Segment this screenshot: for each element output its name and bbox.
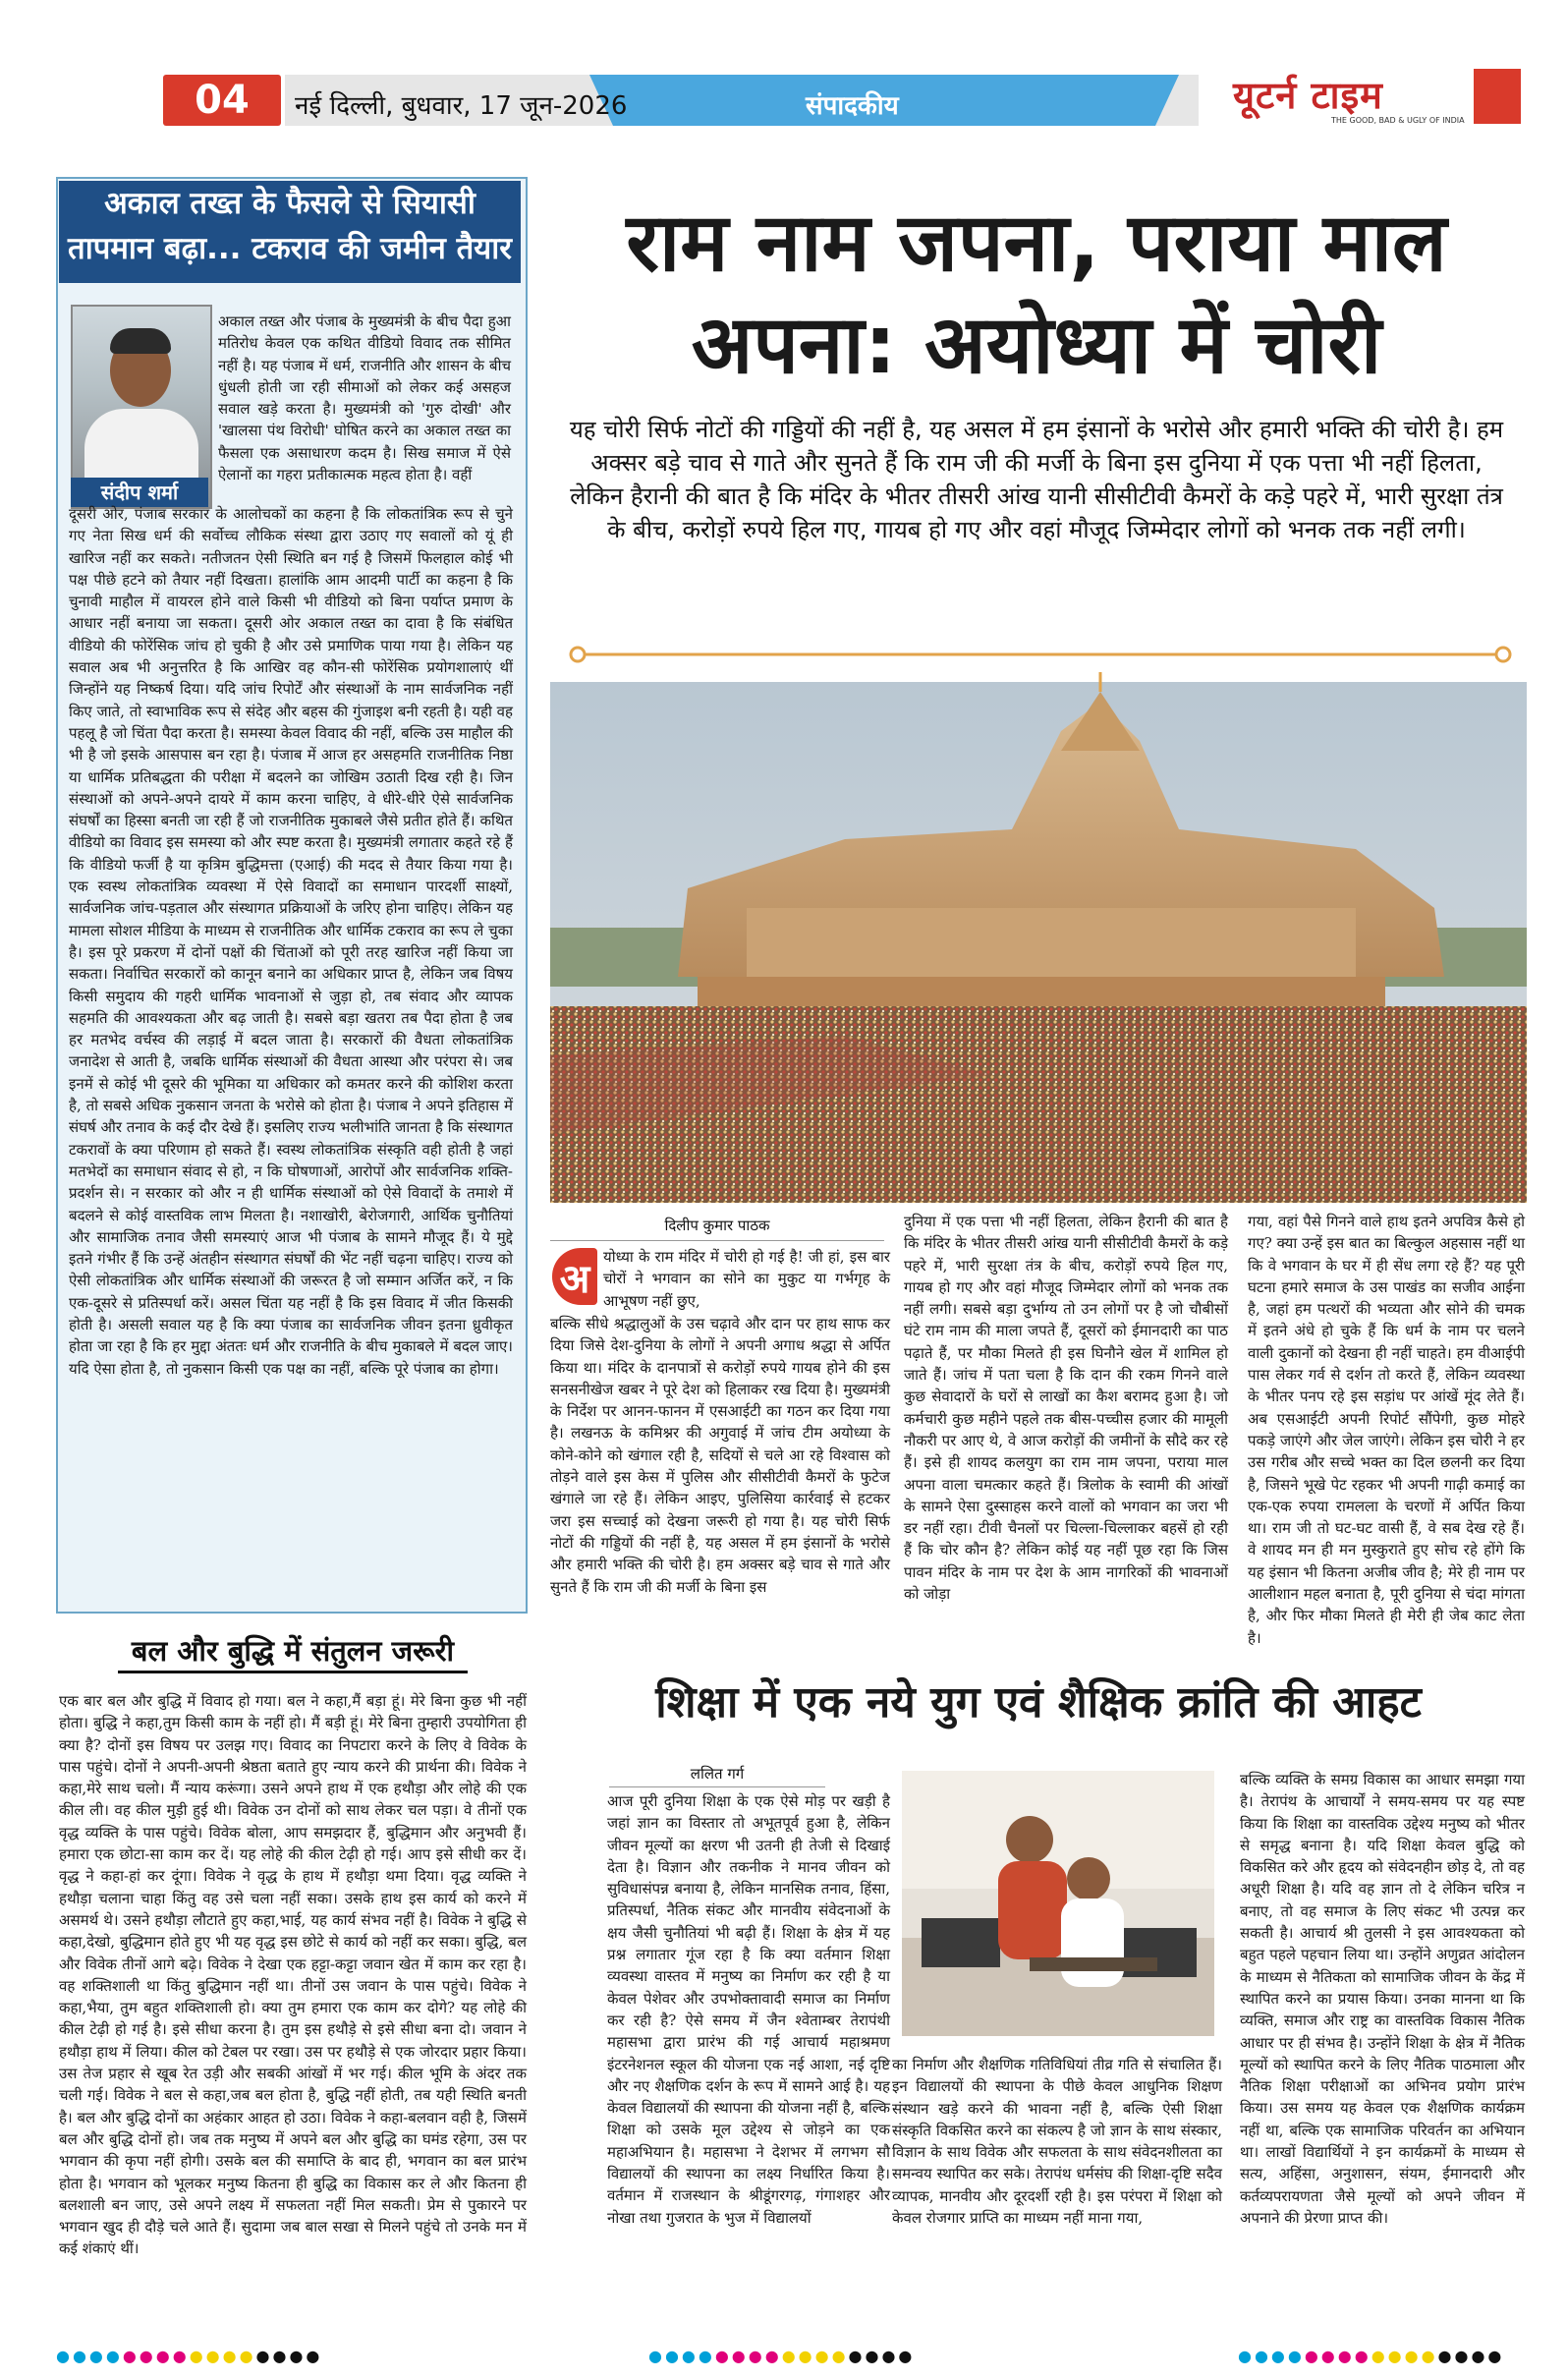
brand-name: यूटर्न टाइम <box>1233 74 1383 117</box>
sidebar-author: संदीप शर्मा <box>71 478 208 507</box>
brand-tagline: THE GOOD, BAD & UGLY OF INDIA <box>1331 116 1465 125</box>
ayodhya-col1: बल्कि सीधे श्रद्धालुओं के उस चढ़ावे और दान पर हाथ साफ कर दिया जिसे देश-दुनिया के लोगों ने अपनी अगाध श्रद्धा से अर्पित किया था। मंदिर के दानपात्रों से करोड़ों रुपये गायब होने की इस सनसनीखेज खबर ने पूरे देश को हिलाकर रख दिया है। मुख्यमंत्री के निर्देश पर आनन-फानन में एसआईटी का गठन कर दिया गया है। लखनऊ के कमिश्नर की अगुवाई में जांच टीम अयोध्या के कोने-कोने को खंगाल रही है, सदियों से चले आ रहे विश्वास को तोड़ने वाले इस केस में पुलिस और सीसीटीवी कैमरों के फुटेज खंगाले जा रहे हैं। लेकिन आइए, पुलिसिया कार्रवाई से हटकर जरा इस सच्चाई को देखना जरूरी हो गया है। यह चोरी सिर्फ नोटों की गड्डियों की नहीं है, यह असल में हम इंसानों के भरोसे और हमारी भक्ति की चोरी है। हम अक्सर बड़े चाव से गाते और सुनते हैं कि राम जी की मर्जी के बिना इस <box>550 1315 890 1596</box>
header-corner-bar <box>1474 69 1521 124</box>
section-label: संपादकीय <box>806 91 899 121</box>
registration-dots-left: ●●●●●●●●●●●●●●●● <box>56 2347 323 2365</box>
balance-body: एक बार बल और बुद्धि में विवाद हो गया। बल ने कहा,मैं बड़ा हूं। मेरे बिना कुछ भी नहीं होता। बुद्धि ने कहा,तुम किसी काम के नहीं हो। मैं बड़ी हूं। मेरे बिना तुम्हारी उपयोगिता ही क्या है? दोनों इस विषय पर उलझ गए। विवाद का निपटारा करने के लिए वे विवेक के पास पहुंचे। दोनों ने अपनी-अपनी श्रेष्ठता बताते हुए न्याय करने की प्रार्थना की। विवेक ने कहा,मेरे साथ चलो। मैं न्याय करूंगा। उसने अपने हाथ में एक हथौड़ा और लोहे की एक कील ली। वह कील मुड़ी हुई थी। विवेक उन दोनों को साथ लेकर चल पड़ा। वे तीनों एक वृद्ध व्यक्ति के पास पहुंचे। विवेक बोला, आप समझदार हैं, बुद्धिमान और अनुभवी हैं। हमारा एक छोटा-सा काम कर दें। यह लोहे की कील टेढ़ी हो गई। आप इसे सीधी कर दें। वृद्ध ने कहा-हां कर दूंगा। विवेक ने वृद्ध के हाथ में हथौड़ा थमा दिया। वृद्ध व्यक्ति ने हथौड़ा चलाना चाहा किंतु वह उसे चला नहीं सका। उसके हाथ इस कार्य को करने में असमर्थ थे। उसने हथौड़ा लौटाते हुए कहा,भाई, यह कार्य संभव नहीं है। विवेक ने बुद्धि से कहा,देखो, बुद्धिमान होते हुए भी यह वृद्ध इस छोटे से कार्य को नहीं कर सका। बुद्धि, बल और विवेक तीनों आगे बढ़े। विवेक ने देखा एक हट्टा-कट्टा जवान खेत में काम कर रहा है। वह शक्तिशाली था किंतु बुद्धिमान नहीं था। तीनों उस जवान के पास पहुंचे। विवेक ने कहा,भैया, तुम बहुत शक्तिशाली हो। क्या तुम हमारा एक काम कर दोगे? यह लोहे की कील टेढ़ी हो गई है। इसे सीधा करना है। तुम इस हथौड़े से इसे सीधा बना दो। जवान ने हथौड़ा हाथ में लिया। कील को टेबल पर रखा। उस पर हथौड़े से एक जोरदार प्रहार किया। उस तेज प्रहार से खूब रेत उड़ी और सबकी आंखों में भर गई। कील भूमि के अंदर तक चली गई। विवेक ने बल से कहा,जब बल होता है, बुद्धि नहीं होती, तब यही स्थिति बनती है। बल और बुद्धि दोनों का अहंकार आहत हो उठा। विवेक ने कहा-बलवान वही है, जिसमें बल और बुद्धि दोनों हो। जब तक मनुष्य में अपने बल और बुद्धि का घमंड रहेगा, उस पर भगवान की कृपा नहीं होगी। उसके बल की समाप्ति के बाद ही, भगवान का बल प्रारंभ होता है। भगवान को भूलकर मनुष्य कितना ही बुद्धि का विकास कर ले और कितना ही बलशाली बन जाए, उसे अपने लक्ष्य में सफलता नहीं मिल सकती। प्रेम से पुकारने पर भगवान खुद ही दौड़े चले आते हैं। सुदामा जब बाल सखा से मिलने पहुंचे तो उनके मन में कई शंकाएं थीं। <box>59 1692 527 2258</box>
education-col1: आज पूरी दुनिया शिक्षा के एक ऐसे मोड़ पर खड़ी है जहां ज्ञान का विस्तार तो अभूतपूर्व हुआ है, लेकिन जीवन मूल्यों का क्षरण भी उतनी ही तेजी से दिखाई देता है। विज्ञान और तकनीक ने मानव जीवन को सुविधासंपन्न बनाया है, लेकिन मानसिक तनाव, हिंसा, प्रतिस्पर्धा, नैतिक संकट और मानवीय संवेदनाओं के क्षय जैसी चुनौतियां भी बढ़ी हैं। शिक्षा के क्षेत्र में यह प्रश्न लगातार गूंज रहा है कि क्या वर्तमान शिक्षा व्यवस्था वास्तव में मनुष्य का निर्माण कर रही है या केवल पेशेवर और उपभोक्तावादी समाज का निर्माण कर रही है? ऐसे समय में जैन श्वेताम्बर तेरापंथी महासभा द्वारा प्रारंभ की गई आचार्य महाश्रमण इंटरनेशनल स्कूल की योजना एक नई आशा, नई दृष्टि और नए शैक्षणिक दर्शन के रूप में सामने आई है। यह केवल विद्यालयों की स्थापना की योजना नहीं है, बल्कि शिक्षा को उसके मूल उद्देश्य से जोड़ने का एक महाअभियान है। महासभा ने देशभर में लगभग सौ विद्यालयों की स्थापना का लक्ष्य निर्धारित किया है। वर्तमान में राजस्थान के श्रीडूंगरगढ़, गंगाशहर और नोखा तथा गुजरात के भुज में विद्यालयों <box>607 1792 890 2227</box>
registration-dots-center: ●●●●●●●●●●●●●●●● <box>648 2347 916 2365</box>
ayodhya-standfirst: यह चोरी सिर्फ नोटों की गड्डियों की नहीं है, यह असल में हम इंसानों के भरोसे और हमारी भक्ति की चोरी है। हम अक्सर बड़े चाव से गाते और सुनते हैं कि राम जी की मर्जी के बिना इस दुनिया में एक पत्ता भी नहीं हिलता, लेकिन हैरानी की बात है कि मंदिर के भीतर तीसरी आंख यानी सीसीटीवी कैमरों के कड़े पहरे में, भारी सुरक्षा तंत्र के बीच, करोड़ों रुपये हिल गए, गायब हो गए और वहां मौजूद जिम्मेदार लोगों को भनक तक नहीं लगी। <box>569 416 1504 543</box>
balance-headline: बल और बुद्धि में संतुलन जरूरी <box>131 1634 455 1668</box>
ayodhya-headline-line2: अपना: अयोध्या में चोरी <box>691 299 1382 392</box>
education-col3: बल्कि व्यक्ति के समग्र विकास का आधार समझा गया है। तेरापंथ के आचार्यों ने समय-समय पर यह स्पष्ट किया कि शिक्षा का वास्तविक उद्देश्य मनुष्य को भीतर से समृद्ध बनाना है। यदि शिक्षा केवल बुद्धि को विकसित करे और हृदय को संवेदनहीन छोड़ दे, तो वह अधूरी शिक्षा है। यदि वह ज्ञान तो दे लेकिन चरित्र न बनाए, तो वह समाज के लिए संकट भी उत्पन्न कर सकती है। आचार्य श्री तुलसी ने इस आवश्यकता को बहुत पहले पहचान लिया था। उन्होंने अणुव्रत आंदोलन के माध्यम से नैतिकता को सामाजिक जीवन के केंद्र में स्थापित करने का प्रयास किया। उनका मानना था कि व्यक्ति, समाज और राष्ट्र का वास्तविक विकास नैतिक आधार पर ही संभव है। उन्होंने शिक्षा के क्षेत्र में नैतिक मूल्यों को स्थापित करने के लिए नैतिक पाठमाला और नैतिक शिक्षा परीक्षाओं का अभिनव प्रयोग प्रारंभ किया। उस समय यह केवल एक शैक्षणिक कार्यक्रम नहीं था, बल्कि एक सामाजिक परिवर्तन का अभियान था। लाखों विद्यार्थियों ने इन कार्यक्रमों के माध्यम से सत्य, अहिंसा, अनुशासन, संयम, ईमानदारी और कर्तव्यपरायणता जैसे मूल्यों को अपने जीवन में अपनाने की प्रेरणा प्राप्त की। <box>1240 1771 1525 2227</box>
ayodhya-headline-line1: राम नाम जपना, पराया माल <box>626 197 1447 290</box>
ornamental-divider <box>568 645 1513 664</box>
dropcap: अ <box>552 1248 597 1305</box>
ayodhya-headline <box>550 193 1523 397</box>
page-number: 04 <box>163 75 281 126</box>
ayodhya-author: दिलीप कुमार पाठक <box>550 1211 884 1241</box>
ayodhya-col1-intro: योध्या के राम मंदिर में चोरी हो गई है! जी हां, इस बार चोरों ने भगवान का सोने का मुकुट या गर्भगृह के आभूषण नहीं छुए, <box>603 1248 890 1310</box>
education-author: ललित गर्ग <box>609 1761 825 1787</box>
ayodhya-col2: दुनिया में एक पत्ता भी नहीं हिलता, लेकिन हैरानी की बात है कि मंदिर के भीतर तीसरी आंख यानी सीसीटीवी कैमरों के कड़े पहरे में, भारी सुरक्षा तंत्र के बीच, करोड़ों रुपये हिल गए, गायब हो गए और वहां मौजूद जिम्मेदार लोगों को भनक तक नहीं लगी। सबसे बड़ा दुर्भाग्य तो उन लोगों पर है जो चौबीसों घंटे राम नाम की माला जपते हैं, दूसरों को ईमानदारी का पाठ पढ़ाते हैं, पर मौका मिलते ही इस घिनौने खेल में शामिल हो जाते हैं। जांच में पता चला है कि दान की रकम गिनने वाले कुछ सेवादारों के घरों से लाखों का कैश बरामद हुआ है। जो कर्मचारी कुछ महीने पहले तक बीस-पच्चीस हजार की मामूली नौकरी पर आए थे, वे आज करोड़ों की जमीनों के सौदे कर रहे हैं। इसे ही शायद कलयुग का राम नाम जपना, पराया माल अपना वाला चमत्कार कहते हैं। त्रिलोक के स्वामी की आंखों के सामने ऐसा दुस्साहस करने वालों को भगवान का जरा भी डर नहीं रहा। टीवी चैनलों पर चिल्ला-चिल्लाकर बहसें हो रही हैं कि चोर कौन है? लेकिन कोई यह नहीं पूछ रहा कि जिस पावन मंदिर के नाम पर देश के आम नागरिकों की भावनाओं को जोड़ा <box>904 1213 1228 1604</box>
masthead-logo <box>1233 69 1469 124</box>
dateline: नई दिल्ली, बुधवार, 17 जून-2026 <box>295 91 628 121</box>
balance-headline-underline <box>118 1671 468 1673</box>
ayodhya-col3: गया, वहां पैसे गिनने वाले हाथ इतने अपवित्र कैसे हो गए? क्या उन्हें इस बात का बिल्कुल अहसास नहीं था कि वे भगवान के घर में ही सेंध लगा रहे हैं? यह पूरी घटना हमारे समाज के उस पाखंड का सजीव आईना है, जहां हम पत्थरों की भव्यता और सोने की चमक में इतने अंधे हो चुके हैं कि धर्म के नाम पर चलने वाली दुकानों को देखना ही नहीं चाहते। हम वीआईपी पास लेकर गर्व से दर्शन तो करते हैं, लेकिन व्यवस्था के भीतर पनप रहे इस सड़ांध पर आंखें मूंद लेते हैं। अब एसआईटी अपनी रिपोर्ट सौंपेगी, कुछ मोहरे पकड़े जाएंगे और जेल जाएंगे। लेकिन इस चोरी ने हर उस गरीब और सच्चे भक्त का दिल छलनी कर दिया है, जिसने भूखे पेट रहकर भी अपनी गाढ़ी कमाई का एक-एक रुपया रामलला के चरणों में अर्पित किया था। राम जी तो घट-घट वासी हैं, वे सब देख रहे हैं। वे शायद मन ही मन मुस्कुराते हुए सोच रहे होंगे कि यह इंसान भी कितना अजीब जीव है; मेरे ही नाम पर आलीशान महल बनाता है, पूरी दुनिया से चंदा मांगता है, और फिर मौका मिलते ही मेरी ही जेब काट लेता है। <box>1248 1213 1525 1647</box>
temple-photo <box>550 682 1527 1203</box>
education-col2: का निर्माण और शैक्षणिक गतिविधियां तीव्र गति से संचालित हैं। इन विद्यालयों की स्थापना के पीछे केवल आधुनिक शिक्षण संस्थान खड़े करने की भावना नहीं है, बल्कि ऐसी शिक्षा संस्कृति विकसित करने का संकल्प है जो ज्ञान के साथ संस्कार, विज्ञान के साथ विवेक और सफलता के साथ संवेदनशीलता का समन्वय स्थापित कर सके। तेरापंथ धर्मसंघ की शिक्षा-दृष्टि सदैव व्यापक, मानवीय और दूरदर्शी रही है। इस परंपरा में शिक्षा को केवल रोजगार प्राप्ति का माध्यम नहीं माना गया, <box>892 2056 1222 2228</box>
registration-dots-right: ●●●●●●●●●●●●●●●● <box>1238 2347 1505 2365</box>
sidebar-body-intro: अकाल तख्त और पंजाब के मुख्यमंत्री के बीच पैदा हुआ मतिरोध केवल एक कथित वीडियो विवाद तक सीमित नहीं है। यह पंजाब में धर्म, राजनीति और शासन के बीच धुंधली होती जा रही सीमाओं को लेकर कई असहज सवाल खड़े करता है। मुख्यमंत्री को 'गुरु दोखी' और 'खालसा पंथ विरोधी' घोषित करने का अकाल तख्त का फैसला एक असाधारण कदम है। सिख समाज में ऐसे ऐलानों का गहरा प्रतीकात्मक महत्व होता है। वहीं <box>218 312 511 484</box>
classroom-photo <box>902 1771 1214 2036</box>
sidebar-headline: अकाल तख्त के फैसले से सियासी तापमान बढ़ा... टकराव की जमीन तैयार <box>59 181 521 283</box>
sidebar-body: दूसरी ओर, पंजाब सरकार के आलोचकों का कहना है कि लोकतांत्रिक रूप से चुने गए नेता सिख धर्म की सर्वोच्च लौकिक संस्था द्वारा उठाए गए सवालों को यूं ही खारिज नहीं कर सकते। नतीजतन ऐसी स्थिति बन गई है जिसमें फिलहाल कोई भी पक्ष पीछे हटने को तैयार नहीं दिखता। हालांकि आम आदमी पार्टी का कहना है कि चुनावी माहौल में वायरल होने वाले किसी भी वीडियो को बिना पर्याप्त प्रमाण के आधार नहीं बनाया जा सकता। दूसरी ओर अकाल तख्त का दावा है कि संबंधित वीडियो की फोरेंसिक जांच हो चुकी है और उसे प्रमाणिक पाया गया है। लेकिन यह सवाल अब भी अनुत्तरित है कि आखिर वह कौन-सी फोरेंसिक प्रयोगशालाएं थीं जिन्होंने यह निष्कर्ष दिया। यदि जांच रिपोर्टें और संस्थाओं के नाम सार्वजनिक नहीं किए जाते, तो स्वाभाविक रूप से संदेह और बहस की गुंजाइश बनी रहती है। यही वह पहलू है जो चिंता पैदा करता है। समस्या केवल विवाद की नहीं, बल्कि उस माहौल की भी है जो इसके आसपास बन रहा है। पंजाब में आज हर असहमति राजनीतिक निष्ठा या धार्मिक प्रतिबद्धता की परीक्षा में बदलने का जोखिम उठाती दिख रही है। जिन संस्थाओं को अपने-अपने दायरे में काम करना चाहिए, वे धीरे-धीरे ऐसे सार्वजनिक संघर्षों का हिस्सा बनती जा रही हैं जो राजनीतिक मुकाबले जैसे प्रतीत होते हैं। कथित वीडियो का विवाद इस समस्या को और स्पष्ट करता है। मुख्यमंत्री लगातार कहते रहे हैं कि वीडियो फर्जी है या कृत्रिम बुद्धिमत्ता (एआई) की मदद से तैयार किया गया है। एक स्वस्थ लोकतांत्रिक व्यवस्था में ऐसे विवादों का समाधान पारदर्शी साक्ष्यों, सार्वजनिक जांच-पड़ताल और संस्थागत प्रक्रियाओं के जरिए होना चाहिए। लेकिन यह मामला सोशल मीडिया के माध्यम से राजनीतिक और धार्मिक टकराव का रूप ले चुका है। इस पूरे प्रकरण में दोनों पक्षों की चिंताओं को पूरी तरह खारिज नहीं किया जा सकता। निर्वाचित सरकारों को कानून बनाने का अधिकार प्राप्त है, लेकिन जब विषय किसी समुदाय की गहरी धार्मिक भावनाओं से जुड़ा हो, तब संवाद और व्यापक सहमति की आवश्यकता और बढ़ जाती है। सबसे बड़ा खतरा तब पैदा होता है जब हर मतभेद वर्चस्व की लड़ाई में बदल जाता है। सरकारों की वैधता लोकतांत्रिक जनादेश से आती है, जबकि धार्मिक संस्थाओं की वैधता आस्था और परंपरा से। जब इनमें से कोई भी दूसरे की भूमिका या अधिकार को कमतर करने की कोशिश करता है, तो सबसे अधिक नुकसान जनता के भरोसे को होता है। पंजाब ने अपने इतिहास में संघर्ष और तनाव के कई दौर देखे हैं। इसलिए राज्य भलीभांति जानता है कि संस्थागत टकरावों के क्या परिणाम हो सकते हैं। स्वस्थ लोकतांत्रिक संस्कृति वही होती है जहां मतभेदों का समाधान संवाद से हो, न कि घोषणाओं, आरोपों और सार्वजनिक शक्ति-प्रदर्शन से। न सरकार को और न ही धार्मिक संस्थाओं को ऐसे विवादों के तमाशे में बदलने से कोई वास्तविक लाभ मिलता है। नशाखोरी, बेरोजगारी, आर्थिक चुनौतियां और सामाजिक तनाव जैसी समस्याएं आज भी पंजाब के सामने मौजूद हैं। ये मुद्दे इतने गंभीर हैं कि उन्हें अंतहीन संस्थागत संघर्षों की भेंट नहीं चढ़ना चाहिए। राज्य को ऐसी लोकतांत्रिक और धार्मिक संस्थाओं की जरूरत है जो सम्मान अर्जित करें, न कि एक-दूसरे से प्रतिस्पर्धा करें। असल चिंता यह नहीं है कि इस विवाद में जीत किसकी होती है। असली सवाल यह है कि क्या पंजाब का सार्वजनिक जीवन इतना ध्रुवीकृत होता जा रहा है कि हर मुद्दा अंततः धर्म और राजनीति के बीच मुकाबले में बदल जाए। यदि ऐसा होता है, तो नुकसान किसी एक पक्ष का नहीं, बल्कि पूरे पंजाब का होगा। <box>69 505 513 1378</box>
education-headline: शिक्षा में एक नये युग एवं शैक्षिक क्रांति की आहट <box>655 1677 1422 1728</box>
